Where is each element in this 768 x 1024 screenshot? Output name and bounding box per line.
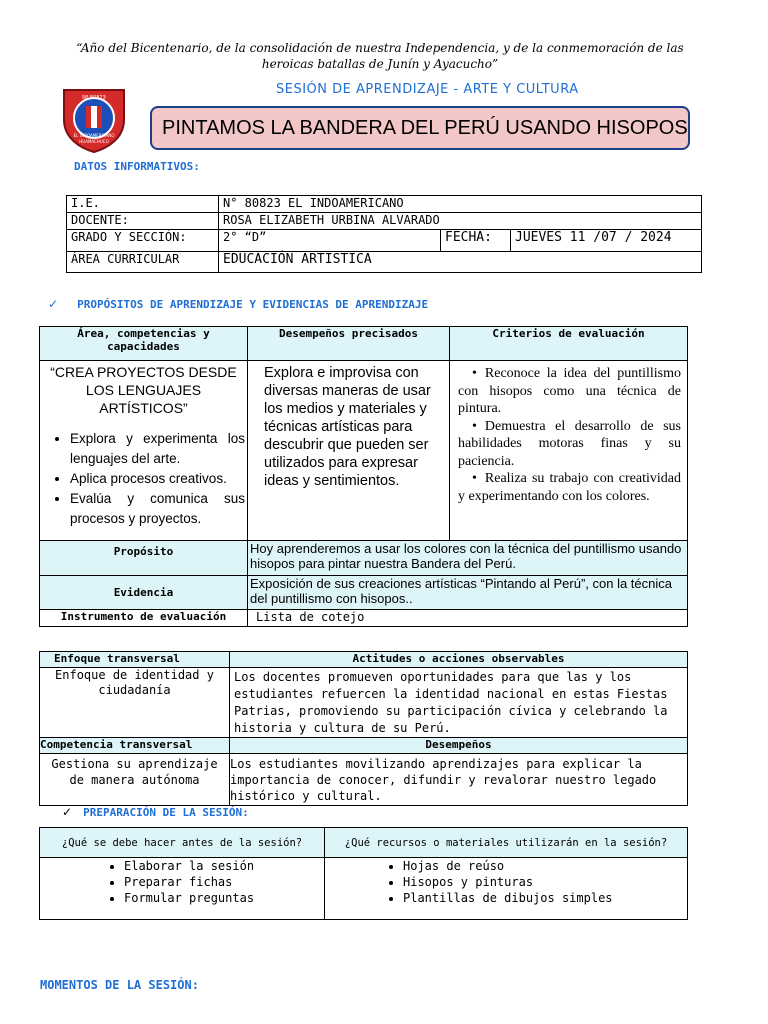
preparacion-heading-row [62,801,249,820]
recursos-cell [325,858,688,920]
logo-text-bottom: HUAMACHUCO [79,139,109,144]
col-header-desempenos: Desempeños precisados [248,327,450,361]
list-item: • Plantillas de dibujos simples [403,890,683,906]
proposito-label: Propósito [40,541,248,576]
propositos-content-row [40,361,688,541]
datos-value: ROSA ELIZABETH URBINA ALVARADO [219,213,702,230]
col-header-antes: ¿Qué se debe hacer antes de la sesión? [40,828,325,858]
motto-line-1: “Año del Bicentenario, de la consolidación de nuestra Independencia, y de la conmemoración de las [76,41,684,55]
datos-label: ÁREA CURRICULAR [67,252,219,273]
evidencia-text: Exposición de sus creaciones artísticas “Pintando al Perú”, con la técnica del puntillismo con hisopos.. [248,576,688,610]
logo-text-top: Nº 80823 [82,95,106,101]
col-header-actitudes: Actitudes o acciones observables [230,652,688,668]
preparacion-content-row [40,858,688,920]
propositos-table [39,326,688,627]
col-header-enfoque: Enfoque transversal [40,652,230,668]
preparacion-heading: PREPARACIÓN DE LA SESIÓN: [83,806,249,819]
competencia-name: Gestiona su aprendizaje de manera autónoma [40,754,230,806]
instrumento-row [40,610,688,627]
check-icon: ✓ [62,805,73,819]
datos-value: N° 80823 EL INDOAMERICANO [219,196,702,213]
competencia-row [40,754,688,806]
datos-heading: DATOS INFORMATIVOS: [74,160,200,173]
col-header-area: Área, competencias y capacidades [40,327,248,361]
session-label: SESIÓN DE APRENDIZAJE - ARTE Y CULTURA [276,82,579,97]
datos-value: EDUCACIÓN ARTISTICA [219,252,702,273]
enfoque-name: Enfoque de identidad y ciudadanía [40,668,230,738]
preparacion-header-row [40,828,688,858]
desempeno-cell: Explora e improvisa con diversas maneras de usar los medios y materiales y técnicas artísticas para descubrir que pueden ser utilizados para expresar ideas y sentimientos. [248,361,450,541]
school-logo [58,84,130,154]
enfoque-text: Los docentes promueven oportunidades para que las y los estudiantes refuercen la identidad nacional en estas Fiestas Patrias, promoviendo su participación cívica y celebrando la historia y cultura de su Perú. [230,668,688,738]
antes-cell [40,858,325,920]
col-header-competencia: Competencia transversal [40,738,230,754]
competencia-title: “CREA PROYECTOS DESDE LOS LENGUAJES ARTÍSTICOS” [50,364,237,416]
check-icon: ✓ [48,297,59,311]
page-title: PINTAMOS LA BANDERA DEL PERÚ USANDO HISOPOS [162,117,688,139]
propositos-heading-row [48,293,428,312]
datos-table [66,195,702,273]
competencia-text: Los estudiantes movilizando aprendizajes para explicar la importancia de conocer, difundir y revalorar nuestro legado histórico y cultural. [230,754,688,806]
recursos-list [329,858,683,906]
antes-list [44,858,320,906]
datos-label: DOCENTE: [67,213,219,230]
datos-row [67,252,702,273]
list-item: • Formular preguntas [124,890,320,906]
capacidades-list [42,429,245,529]
col-header-recursos: ¿Qué recursos o materiales utilizarán en la sesión? [325,828,688,858]
competencia-header-row [40,738,688,754]
enfoque-row [40,668,688,738]
list-item: • Preparar fichas [124,874,320,890]
fecha-label: FECHA: [441,230,511,252]
datos-row [67,196,702,213]
datos-label: GRADO Y SECCIÓN: [67,230,219,252]
instrumento-text: Lista de cotejo [248,610,688,627]
evidencia-label: Evidencia [40,576,248,610]
preparacion-table [39,827,688,920]
datos-row [67,230,702,252]
enfoque-table [39,651,688,806]
list-item: • Hisopos y pinturas [403,874,683,890]
fecha-value: JUEVES 11 /07 / 2024 [511,230,702,252]
datos-value: 2° “D” [219,230,441,252]
propositos-heading: PROPÓSITOS DE APRENDIZAJE Y EVIDENCIAS DE APRENDIZAJE [77,298,429,311]
list-item: • Evalúa y comunica sus procesos y proyectos. [70,489,245,529]
competencia-cell [40,361,248,541]
col-header-desempenos-transversal: Desempeños [230,738,688,754]
list-item: • Reconoce la idea del puntillismo con hisopos como una técnica de pintura. [458,366,681,416]
title-box [150,106,690,150]
enfoque-header-row [40,652,688,668]
instrumento-label: Instrumento de evaluación [40,610,248,627]
list-item: • Elaborar la sesión [124,858,320,874]
datos-row [67,213,702,230]
list-item: • Explora y experimenta los lenguajes del arte. [70,429,245,469]
datos-label: I.E. [67,196,219,213]
logo-text-ring: EL INDOAMERICANO [73,133,115,138]
motto [60,40,700,72]
list-item: • Aplica procesos creativos. [70,469,245,489]
evidencia-row [40,576,688,610]
list-item: • Realiza su trabajo con creatividad y experimentando con los colores. [458,471,681,504]
list-item: • Hojas de reúso [403,858,683,874]
propositos-header-row [40,327,688,361]
momentos-heading: MOMENTOS DE LA SESIÓN: [40,978,199,992]
col-header-criterios: Criterios de evaluación [450,327,688,361]
motto-line-2: heroicas batallas de Junín y Ayacucho” [261,57,499,71]
criterios-cell [450,361,688,541]
proposito-row [40,541,688,576]
proposito-text: Hoy aprenderemos a usar los colores con la técnica del puntillismo usando hisopos para pintar nuestra Bandera del Perú. [248,541,688,576]
list-item: • Demuestra el desarrollo de sus habilidades motoras finas y su paciencia. [458,418,681,469]
